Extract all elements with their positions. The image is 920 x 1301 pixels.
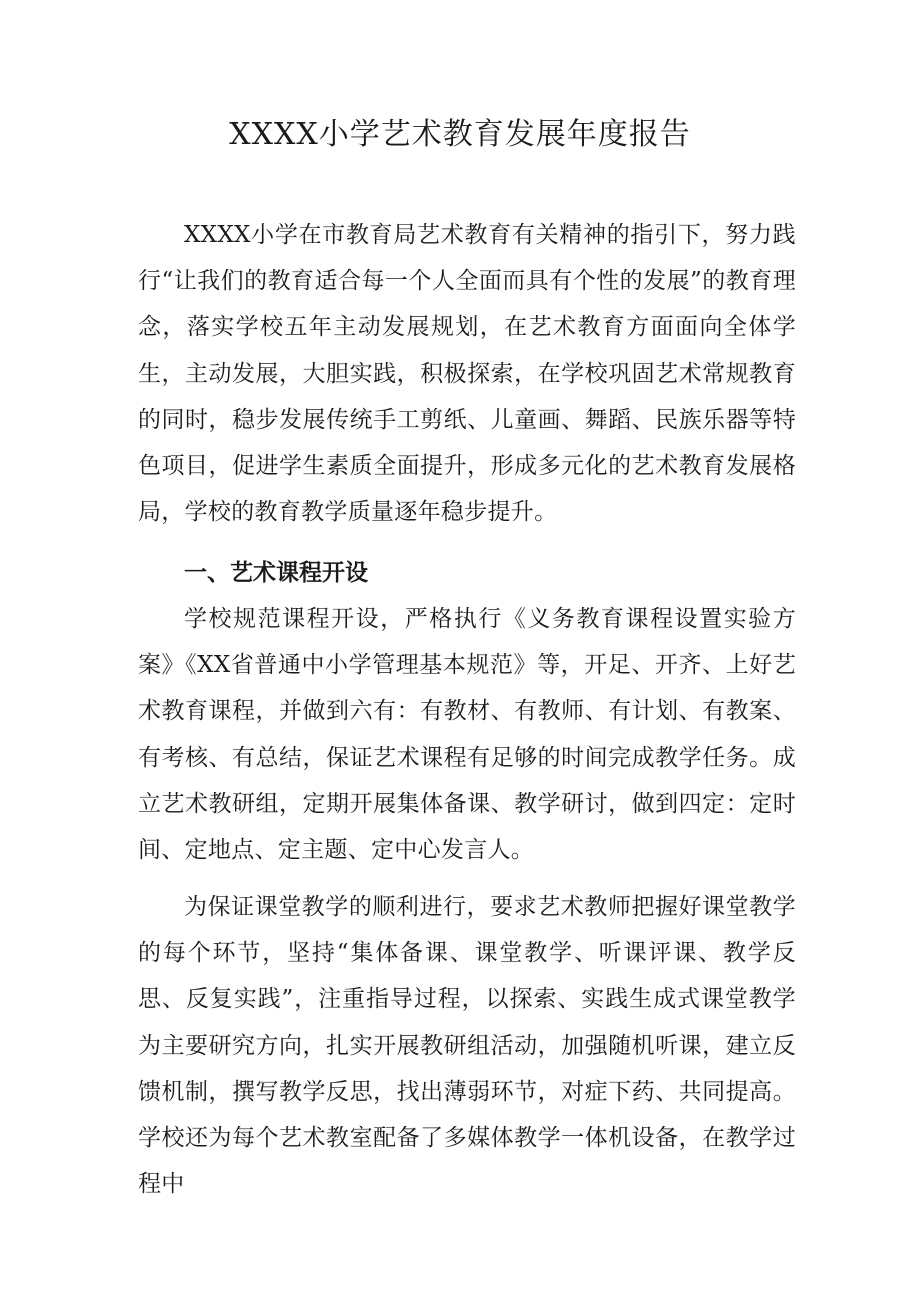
- intro-paragraph: XXXX小学在市教育局艺术教育有关精神的指引下，努力践行“让我们的教育适合每一个人全面而具有个性的发展”的教育理念，落实学校五年主动发展规划，在艺术教育方面面向全体学生，主动发展，大胆实践，积极探索，在学校巩固艺术常规教育的同时，稳步发展传统手工剪纸、儿童画、舞蹈、民族乐器等特色项目，促进学生素质全面提升，形成多元化的艺术教育发展格局，学校的教育教学质量逐年稳步提升。: [138, 222, 796, 526]
- course-setup-paragraph: 学校规范课程开设，严格执行《义务教育课程设置实验方案》《XX省普通中小学管理基本规范》等，开足、开齐、上好艺术教育课程，并做到六有：有教材、有教师、有计划、有教案、有考核、有总结，保证艺术课程有足够的时间完成教学任务。成立艺术教研组，定期开展集体备课、教学研讨，做到四定：定时间、定地点、定主题、定中心发言人。: [138, 606, 796, 864]
- document-title: XXXX小学艺术教育发展年度报告: [229, 117, 691, 152]
- classroom-teaching-paragraph: 为保证课堂教学的顺利进行，要求艺术教师把握好课堂教学的每个环节，坚持“集体备课、课堂教学、听课评课、教学反思、反复实践”，注重指导过程，以探索、实践生成式课堂教学为主要研究方向，扎实开展教研组活动，加强随机听课，建立反馈机制，撰写教学反思，找出薄弱环节，对症下药、共同提高。学校还为每个艺术教室配备了多媒体教学一体机设备，在教学过程中: [138, 894, 796, 1198]
- section-heading-art-courses: 一、艺术课程开设: [184, 560, 368, 586]
